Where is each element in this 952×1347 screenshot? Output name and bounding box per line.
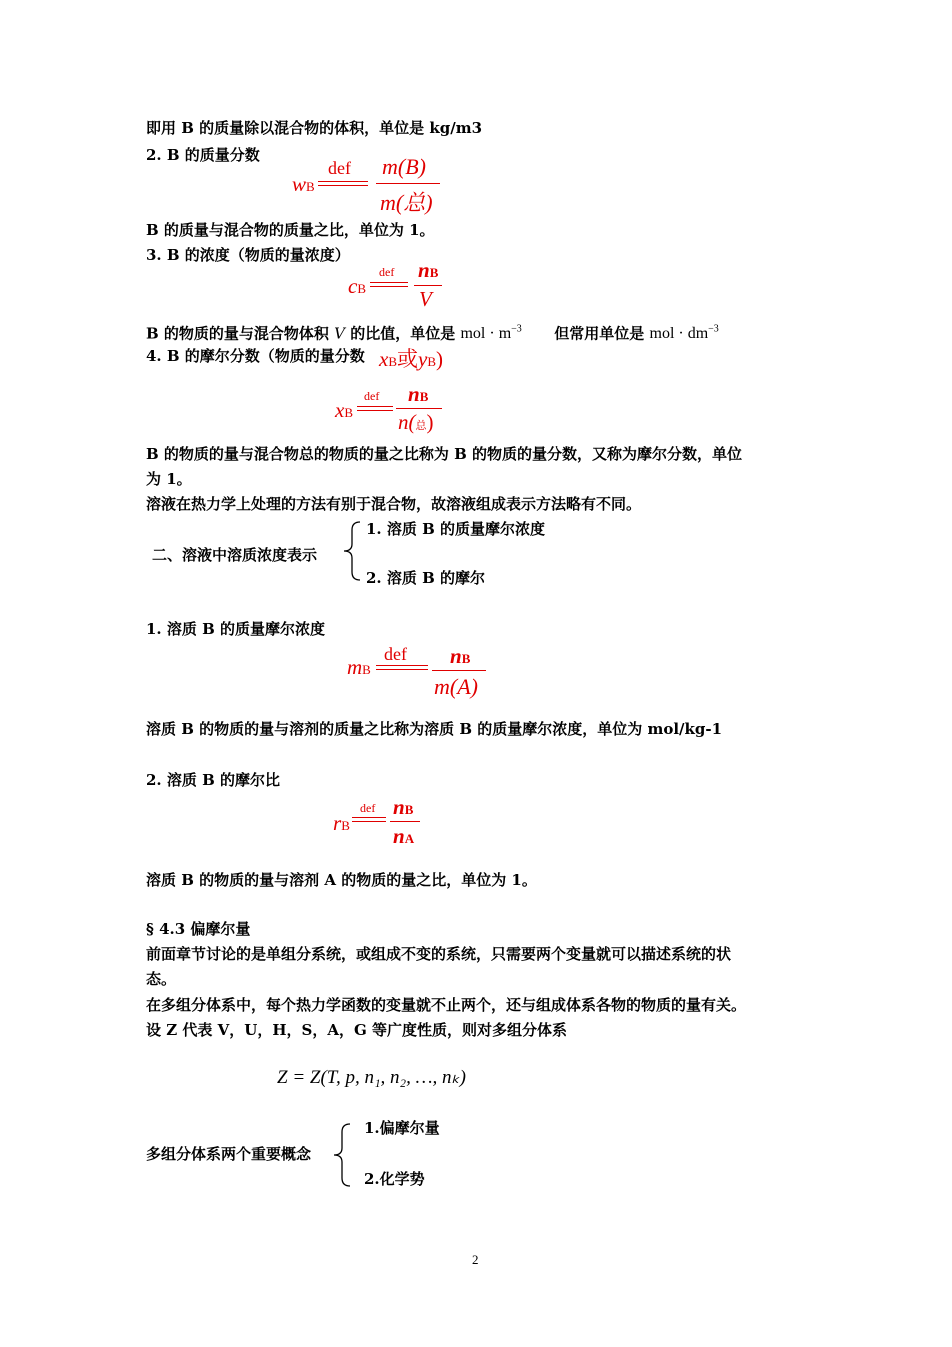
unit-mol-dm3: mol · $dm^{-3}$ — [649, 324, 719, 343]
text-line-mass-ratio: B 的质量与混合物的质量之比，单位为 1。 — [146, 221, 435, 239]
text-line-mole-fraction-def: B 的物质的量与混合物总的物质的量之比称为 B 的物质的量分数，又称为摩尔分数，单位 — [146, 445, 743, 463]
text-line-mole-ratio-def: 溶质 B 的物质的量与溶剂 A 的物质的量之比，单位为 1。 — [146, 871, 537, 889]
eq-c-symbol: cB — [348, 274, 366, 298]
text-part: 但常用单位是 — [554, 324, 645, 343]
brace-item-2: 2. 溶质 B 的摩尔 — [366, 569, 486, 587]
text-line-para1-end: 态。 — [146, 970, 177, 988]
unit-mol-m3: mol · $m^{-3}$ — [460, 324, 522, 343]
text-line-para2: 在多组分体系中，每个热力学函数的变量就不止两个，还与组成体系各物的物质的量有关。 — [146, 996, 747, 1014]
text-part: 4. B 的摩尔分数（物质的量分数 — [146, 347, 365, 365]
eq-inline-xb-or-yb: xB或yB) — [379, 347, 443, 371]
eq-def-label: def — [379, 265, 395, 279]
eq-fraction-bar — [390, 821, 420, 822]
eq-def-line — [376, 665, 428, 666]
eq-def-line-2 — [357, 410, 393, 411]
eq-numerator: nB — [408, 382, 429, 406]
text-line-solution-note: 溶液在热力学上处理的方法有别于混合物，故溶液组成表示方法略有不同。 — [146, 495, 642, 513]
heading-mole-ratio: 2. 溶质 B 的摩尔比 — [146, 771, 281, 789]
curly-brace-icon — [330, 1122, 356, 1188]
eq-fraction-bar — [376, 183, 440, 184]
eq-r-symbol: rB — [333, 811, 350, 835]
eq-def-line — [318, 181, 368, 182]
eq-def-line — [357, 406, 393, 407]
eq-def-label: def — [328, 158, 351, 178]
brace-item-2: 2.化学势 — [364, 1170, 425, 1188]
page-number: 2 — [472, 1252, 479, 1267]
eq-x-symbol: xB — [335, 398, 353, 422]
heading-mole-fraction — [146, 346, 365, 366]
eq-def-line — [370, 282, 408, 283]
heading-molality: 1. 溶质 B 的质量摩尔浓度 — [146, 620, 326, 638]
curly-brace-icon — [340, 520, 366, 582]
heading-partial-molar: § 4.3 偏摩尔量 — [146, 920, 251, 938]
eq-denominator: V — [419, 287, 432, 311]
eq-def-line-2 — [376, 669, 428, 670]
eq-def-line-2 — [318, 185, 368, 186]
text-line-para3: 设 Z 代表 V，U，H，S，A，G 等广度性质，则对多组分体系 — [146, 1021, 568, 1039]
text-part: 的比值，单位是 — [350, 324, 456, 343]
heading-mass-fraction: 2. B 的质量分数 — [146, 146, 260, 164]
eq-def-line-2 — [370, 286, 408, 287]
eq-w-symbol: wB — [292, 172, 315, 196]
eq-def-label: def — [360, 801, 376, 815]
eq-denominator: nA — [393, 824, 415, 848]
eq-fraction-bar — [414, 285, 442, 286]
brace-item-1: 1.偏摩尔量 — [364, 1119, 440, 1137]
text-line-unit-one: 为 1。 — [146, 470, 192, 488]
symbol-v: V — [334, 324, 345, 343]
eq-numerator: nB — [393, 795, 414, 819]
eq-def-label: def — [364, 389, 380, 403]
eq-m-symbol: mB — [347, 655, 371, 679]
eq-def-line — [352, 817, 386, 818]
eq-fraction-bar — [432, 670, 486, 671]
equation-z-function: Z = Z(T, p, n₁, n₂, …, nₖ) — [277, 1067, 466, 1088]
brace-item-1: 1. 溶质 B 的质量摩尔浓度 — [366, 520, 546, 538]
text-line-concentration-units — [146, 320, 719, 344]
text-line-para1: 前面章节讨论的是单组分系统，或组成不变的系统，只需要两个变量就可以描述系统的状 — [146, 945, 732, 963]
text-line-molality-def: 溶质 B 的物质的量与溶剂的质量之比称为溶质 B 的质量摩尔浓度，单位为 mol/kg-1 — [146, 720, 723, 738]
eq-def-line-2 — [352, 821, 386, 822]
eq-numerator: m(B) — [382, 154, 426, 179]
brace-label: 二、溶液中溶质浓度表示 — [152, 546, 318, 564]
eq-denominator: n(总) — [398, 410, 434, 434]
eq-numerator: nB — [450, 644, 471, 668]
text-part: B 的物质的量与混合物体积 — [146, 324, 329, 343]
eq-fraction-bar — [396, 408, 442, 409]
eq-denominator: m(A) — [434, 674, 478, 699]
eq-denominator: m(总) — [380, 190, 433, 215]
eq-numerator: nB — [418, 258, 439, 282]
text-line-density: 即用 B 的质量除以混合物的体积，单位是 kg/m3 — [146, 119, 483, 137]
brace-label: 多组分体系两个重要概念 — [146, 1145, 312, 1163]
heading-concentration: 3. B 的浓度（物质的量浓度） — [146, 246, 350, 264]
eq-def-label: def — [384, 644, 407, 664]
